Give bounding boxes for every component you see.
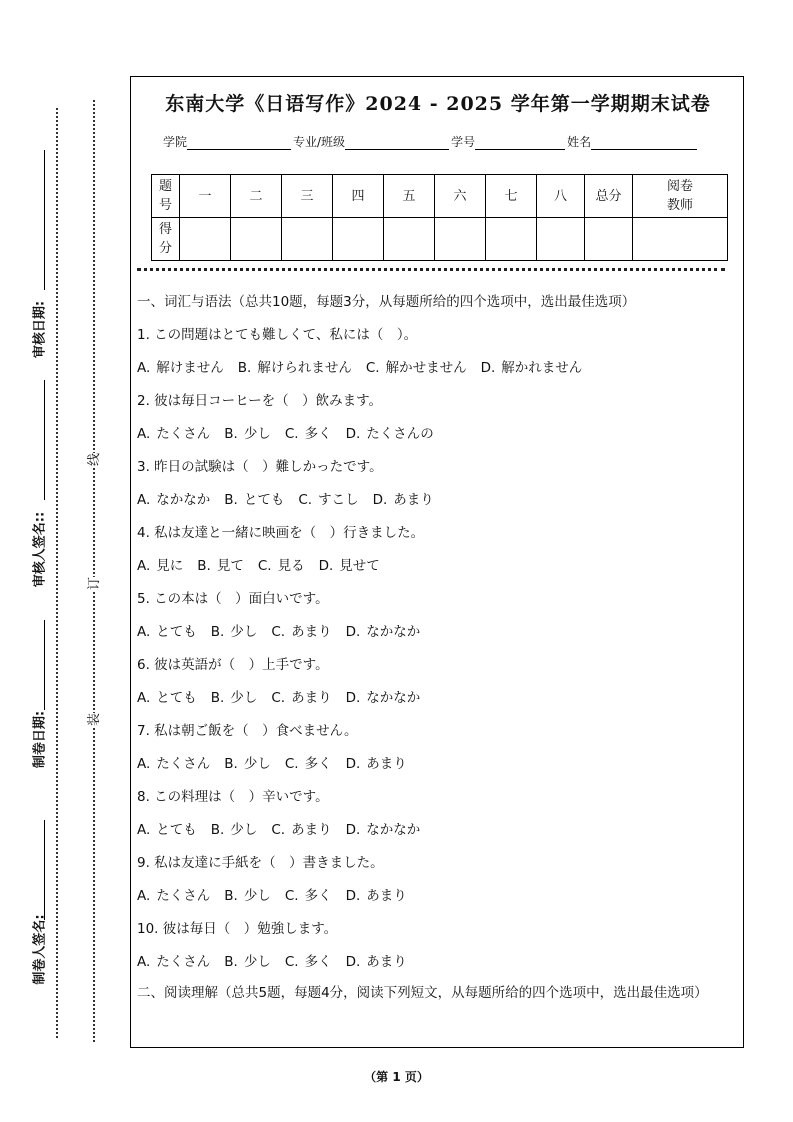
score-col-1: 一	[180, 175, 231, 218]
score-cell[interactable]	[333, 218, 384, 261]
option-letter: D.	[345, 954, 361, 970]
option-b[interactable]	[238, 360, 352, 376]
option-text: 少し	[230, 624, 258, 640]
option-d[interactable]	[481, 360, 583, 376]
option-letter: C.	[284, 888, 299, 904]
option-text: とても	[156, 822, 197, 838]
student-id-field[interactable]	[475, 135, 565, 150]
exam-content	[137, 293, 741, 1004]
binding-char-line: 线	[81, 453, 104, 466]
left-dotted-line	[56, 108, 58, 1038]
score-cell[interactable]	[486, 218, 537, 261]
score-col-6: 六	[435, 175, 486, 218]
option-text: 少し	[243, 888, 271, 904]
score-col-7: 七	[486, 175, 537, 218]
question-text: 1. この問題はとても難しくて、私には（ ）。	[137, 327, 418, 343]
option-letter: A.	[137, 690, 151, 706]
question-options	[137, 557, 741, 590]
option-a[interactable]	[137, 360, 224, 376]
option-text: とても	[156, 690, 197, 706]
option-text: 見せて	[339, 558, 380, 574]
option-text: 見て	[216, 558, 244, 574]
option-text: あまり	[291, 822, 332, 838]
option-letter: B.	[224, 426, 238, 442]
option-text: なかなか	[156, 492, 211, 508]
option-letter: C.	[284, 756, 299, 772]
name-label: 姓名	[567, 135, 592, 149]
option-text: 少し	[230, 690, 258, 706]
option-a[interactable]	[137, 756, 210, 772]
score-col-total: 总分	[585, 175, 633, 218]
question-options	[137, 425, 741, 458]
question-options	[137, 359, 741, 392]
option-letter: C.	[298, 492, 313, 508]
score-table	[151, 174, 728, 261]
option-text: とても	[243, 492, 285, 508]
option-c[interactable]	[271, 822, 331, 838]
option-letter: D.	[318, 558, 334, 574]
option-c[interactable]	[285, 756, 332, 772]
major-class-label: 专业/班级	[293, 135, 346, 149]
option-c[interactable]	[298, 492, 358, 508]
score-cell[interactable]	[435, 218, 486, 261]
binding-margin	[0, 0, 120, 1122]
binding-char-bind: 装	[81, 713, 104, 726]
option-letter: B.	[210, 822, 225, 838]
option-text: 多く	[304, 954, 332, 970]
score-col-3: 三	[282, 175, 333, 218]
score-col-5: 五	[384, 175, 435, 218]
option-text: 少し	[243, 756, 271, 772]
page-number: （第 1 页）	[364, 1070, 429, 1084]
binding-dotted-line	[93, 100, 95, 1042]
score-col-8: 八	[537, 175, 585, 218]
option-letter: A.	[137, 624, 151, 640]
option-c[interactable]	[285, 954, 332, 970]
option-b[interactable]	[224, 492, 284, 508]
option-text: なかなか	[366, 690, 421, 706]
option-text: 見る	[277, 558, 305, 574]
option-a[interactable]	[137, 426, 210, 442]
question-options	[137, 755, 741, 788]
option-letter: D.	[345, 822, 361, 838]
option-letter: C.	[284, 426, 299, 442]
option-letter: C.	[271, 822, 286, 838]
option-b[interactable]	[211, 624, 258, 640]
score-col-grader: 阅卷 教师	[633, 175, 728, 218]
option-b[interactable]	[224, 756, 271, 772]
section2-heading: 二、阅读理解（总共5题，每题4分，阅读下列短文，从每题所给的四个选项中，选出最佳选项）	[137, 985, 708, 1001]
option-text: 解かれません	[501, 360, 583, 376]
option-text: たくさん	[156, 954, 211, 970]
maker-signature-label: 制卷人签名:	[32, 914, 48, 985]
header-divider	[137, 268, 725, 271]
option-letter: B.	[224, 954, 238, 970]
option-letter: C.	[284, 954, 299, 970]
option-d[interactable]	[346, 756, 407, 772]
option-letter: A.	[137, 756, 151, 772]
option-letter: A.	[137, 888, 151, 904]
option-text: あまり	[366, 888, 407, 904]
option-text: 見に	[156, 558, 184, 574]
major-class-field[interactable]	[345, 135, 449, 150]
option-b[interactable]	[211, 822, 258, 838]
option-text: たくさん	[156, 888, 211, 904]
option-letter: A.	[137, 492, 151, 508]
question-number-label: 题 号	[152, 175, 180, 218]
option-letter: B.	[224, 756, 238, 772]
option-text: 少し	[243, 426, 271, 442]
option-b[interactable]	[224, 954, 271, 970]
college-field[interactable]	[187, 135, 291, 150]
option-c[interactable]	[271, 690, 331, 706]
option-letter: C.	[271, 690, 286, 706]
option-b[interactable]	[224, 426, 271, 442]
option-a[interactable]	[137, 822, 197, 838]
question-options	[137, 821, 741, 854]
option-text: 少し	[230, 822, 258, 838]
option-b[interactable]	[224, 888, 271, 904]
option-letter: B.	[210, 690, 225, 706]
option-text: あまり	[366, 756, 407, 772]
score-cell-total[interactable]	[585, 218, 633, 261]
question-text: 6. 彼は英語が（ ）上手です。	[137, 657, 329, 673]
signature-line-reviewer	[44, 380, 45, 500]
exam-frame	[130, 76, 744, 1048]
question-text: 7. 私は朝ご飯を（ ）食べません。	[137, 723, 358, 739]
signature-line-make-date	[44, 620, 45, 710]
option-letter: C.	[257, 558, 272, 574]
option-c[interactable]	[366, 360, 467, 376]
option-a[interactable]	[137, 624, 197, 640]
option-c[interactable]	[258, 558, 305, 574]
question-text: 2. 彼は毎日コーヒーを（ ）飲みます。	[137, 393, 383, 409]
name-field[interactable]	[591, 135, 697, 150]
option-b[interactable]	[211, 690, 258, 706]
option-c[interactable]	[285, 426, 332, 442]
score-cell[interactable]	[180, 218, 231, 261]
option-text: なかなか	[366, 624, 421, 640]
option-letter: D.	[345, 756, 361, 772]
option-letter: A.	[137, 426, 151, 442]
option-letter: B.	[224, 888, 238, 904]
option-a[interactable]	[137, 558, 183, 574]
section1-heading: 一、词汇与语法（总共10题，每题3分，从每题所给的四个选项中，选出最佳选项）	[137, 294, 636, 310]
option-letter: C.	[271, 624, 286, 640]
option-d[interactable]	[346, 426, 434, 442]
option-d[interactable]	[346, 888, 407, 904]
option-d[interactable]	[373, 492, 434, 508]
make-date-label: 制卷日期:	[32, 710, 48, 769]
option-letter: A.	[137, 558, 151, 574]
option-text: あまり	[291, 624, 332, 640]
question-options	[137, 491, 741, 524]
option-letter: B.	[224, 492, 238, 508]
student-info-row	[163, 133, 699, 150]
question-text: 8. この料理は（ ）辛いです。	[137, 789, 329, 805]
option-text: たくさんの	[366, 426, 434, 442]
option-c[interactable]	[285, 888, 332, 904]
signature-line-maker	[44, 820, 45, 920]
option-text: あまり	[393, 492, 434, 508]
student-id-label: 学号	[451, 135, 476, 149]
score-col-4: 四	[333, 175, 384, 218]
option-b[interactable]	[197, 558, 244, 574]
option-letter: A.	[137, 954, 151, 970]
score-cell[interactable]	[537, 218, 585, 261]
score-cell[interactable]	[231, 218, 282, 261]
option-text: とても	[156, 624, 197, 640]
option-c[interactable]	[271, 624, 331, 640]
exam-title: 东南大学《日语写作》2024 - 2025 学年第一学期期末试卷	[165, 93, 711, 115]
question-text: 5. この本は（ ）面白いです。	[137, 591, 329, 607]
option-letter: D.	[345, 690, 361, 706]
question-options	[137, 623, 741, 656]
option-letter: D.	[345, 426, 361, 442]
review-date-label: 审核日期:	[32, 300, 48, 359]
option-text: たくさん	[156, 756, 211, 772]
score-table-header-row	[152, 175, 728, 218]
question-text: 10. 彼は毎日（ ）勉強します。	[137, 921, 338, 937]
option-text: 多く	[304, 756, 332, 772]
option-a[interactable]	[137, 492, 210, 508]
binding-char-staple: 订	[81, 577, 104, 590]
option-text: なかなか	[366, 822, 421, 838]
score-label: 得 分	[152, 218, 180, 261]
option-a[interactable]	[137, 888, 210, 904]
option-text: すこし	[318, 492, 359, 508]
option-text: たくさん	[156, 426, 211, 442]
option-text: 解けられません	[257, 360, 352, 376]
option-a[interactable]	[137, 954, 210, 970]
option-letter: B.	[210, 624, 225, 640]
option-text: 多く	[304, 426, 332, 442]
option-text: あまり	[366, 954, 407, 970]
option-letter: A.	[137, 360, 151, 376]
option-d[interactable]	[346, 690, 421, 706]
question-text: 3. 昨日の試験は（ ）難しかったです。	[137, 459, 383, 475]
college-label: 学院	[163, 135, 188, 149]
option-d[interactable]	[346, 954, 407, 970]
score-table-score-row	[152, 218, 728, 261]
option-text: 解かせません	[385, 360, 467, 376]
option-letter: D.	[372, 492, 388, 508]
option-letter: C.	[365, 360, 380, 376]
option-a[interactable]	[137, 690, 197, 706]
question-options	[137, 887, 741, 920]
score-cell[interactable]	[384, 218, 435, 261]
option-text: 多く	[304, 888, 332, 904]
question-text: 4. 私は友達と一緒に映画を（ ）行きました。	[137, 525, 425, 541]
question-text: 9. 私は友達に手紙を（ ）書きました。	[137, 855, 384, 871]
option-text: 少し	[243, 954, 271, 970]
question-options	[137, 689, 741, 722]
reviewer-signature-label: 审核人签名::	[32, 511, 48, 588]
option-letter: B.	[237, 360, 252, 376]
option-d[interactable]	[319, 558, 380, 574]
question-list	[137, 326, 741, 986]
option-letter: A.	[137, 822, 151, 838]
option-d[interactable]	[346, 624, 421, 640]
option-letter: D.	[345, 888, 361, 904]
score-col-2: 二	[231, 175, 282, 218]
option-text: あまり	[291, 690, 332, 706]
signature-line-review-date	[44, 150, 45, 290]
score-cell[interactable]	[282, 218, 333, 261]
option-letter: B.	[197, 558, 211, 574]
option-letter: D.	[345, 624, 361, 640]
option-text: 解けません	[156, 360, 224, 376]
option-d[interactable]	[346, 822, 421, 838]
option-letter: D.	[480, 360, 496, 376]
score-cell-grader[interactable]	[633, 218, 728, 261]
